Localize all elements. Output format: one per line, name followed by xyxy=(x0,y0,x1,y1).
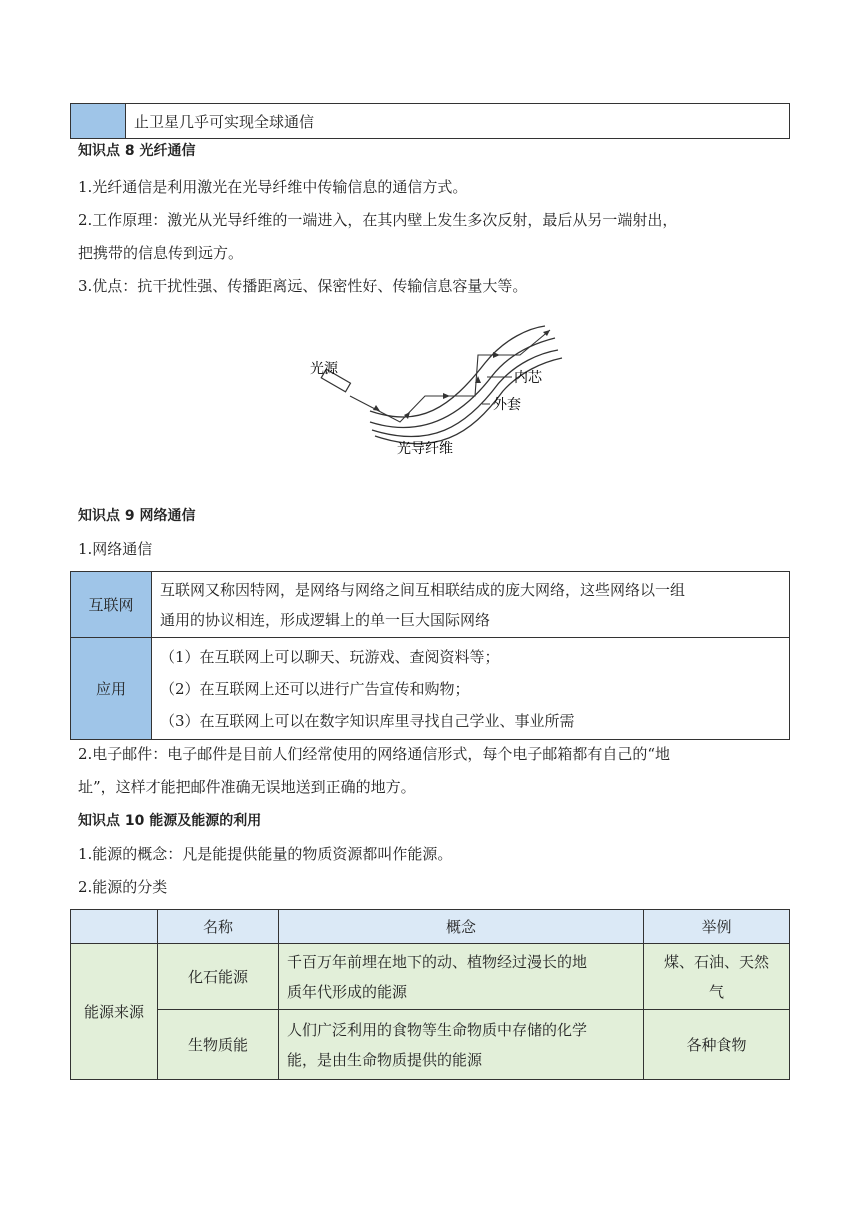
energy-table xyxy=(70,909,790,1080)
k8-p1: 1.光纤通信是利用激光在光导纤维中传输信息的通信方式。 xyxy=(78,178,468,196)
top-table-head-cell xyxy=(71,104,126,139)
k9-title: 知识点 9 网络通信 xyxy=(78,508,196,524)
energy-row2-concept-line2: 能，是由生命物质提供的能源 xyxy=(287,1050,483,1069)
k8-title: 知识点 8 光纤通信 xyxy=(78,143,196,159)
energy-row1-example-line1: 煤、石油、天然 xyxy=(663,952,769,971)
internet-def-cell xyxy=(152,572,790,638)
application-head: 应用 xyxy=(71,638,152,740)
energy-row1-concept-line1: 千百万年前埋在地下的动、植物经过漫长的地 xyxy=(287,952,588,971)
internet-table xyxy=(70,571,790,740)
k10-title: 知识点 10 能源及能源的利用 xyxy=(78,813,262,829)
energy-row2-name: 生物质能 xyxy=(158,1010,279,1080)
internet-def-line1: 互联网又称因特网，是网络与网络之间互相联结成的庞大网络，这些网络以一组 xyxy=(160,580,686,599)
k8-p2b: 把携带的信息传到远方。 xyxy=(78,244,244,262)
energy-row1-name: 化石能源 xyxy=(158,944,279,1010)
top-table-text: 止卫星几乎可实现全球通信 xyxy=(126,104,790,139)
k9-p2a: 2.电子邮件：电子邮件是目前人们经常使用的网络通信形式，每个电子邮箱都有自己的“地 xyxy=(78,745,670,763)
k9-p2b: 址”，这样才能把邮件准确无误地送到正确的地方。 xyxy=(78,778,416,796)
fiber-inner-label: 内芯 xyxy=(514,370,542,386)
fiber-caption: 光导纤维 xyxy=(397,441,453,457)
energy-row2-concept xyxy=(279,1010,644,1080)
energy-row1-example-line2: 气 xyxy=(708,982,724,1001)
internet-def-line2: 通用的协议相连，形成逻辑上的单一巨大国际网络 xyxy=(160,610,491,629)
energy-header-empty xyxy=(71,910,158,944)
internet-head: 互联网 xyxy=(71,572,152,638)
k8-p3: 3.优点：抗干扰性强、传播距离远、保密性好、传输信息容量大等。 xyxy=(78,277,528,295)
energy-row1-concept xyxy=(279,944,644,1010)
fiber-optic-diagram xyxy=(300,318,570,463)
energy-group-cell: 能源来源 xyxy=(71,944,158,1080)
fiber-outer-label: 外套 xyxy=(493,397,521,413)
energy-header-example: 举例 xyxy=(644,910,790,944)
fiber-source-label: 光源 xyxy=(310,361,338,377)
energy-row2-example: 各种食物 xyxy=(644,1010,790,1080)
energy-row1-example xyxy=(644,944,790,1010)
k10-p2: 2.能源的分类 xyxy=(78,878,168,896)
k9-p1: 1.网络通信 xyxy=(78,540,153,558)
application-line2: （2）在互联网上还可以进行广告宣传和购物； xyxy=(160,679,470,698)
energy-header-name: 名称 xyxy=(158,910,279,944)
application-cell xyxy=(152,638,790,740)
k10-p1: 1.能源的概念：凡是能提供能量的物质资源都叫作能源。 xyxy=(78,845,453,863)
k8-p2a: 2.工作原理：激光从光导纤维的一端进入，在其内壁上发生多次反射，最后从另一端射出， xyxy=(78,211,678,229)
application-line1: （1）在互联网上可以聊天、玩游戏、查阅资料等； xyxy=(160,647,500,666)
top-table xyxy=(70,103,790,139)
energy-row1-concept-line2: 质年代形成的能源 xyxy=(287,982,408,1001)
energy-header-concept: 概念 xyxy=(279,910,644,944)
application-line3: （3）在互联网上可以在数字知识库里寻找自己学业、事业所需 xyxy=(160,711,575,730)
energy-row2-concept-line1: 人们广泛利用的食物等生命物质中存储的化学 xyxy=(287,1020,588,1039)
